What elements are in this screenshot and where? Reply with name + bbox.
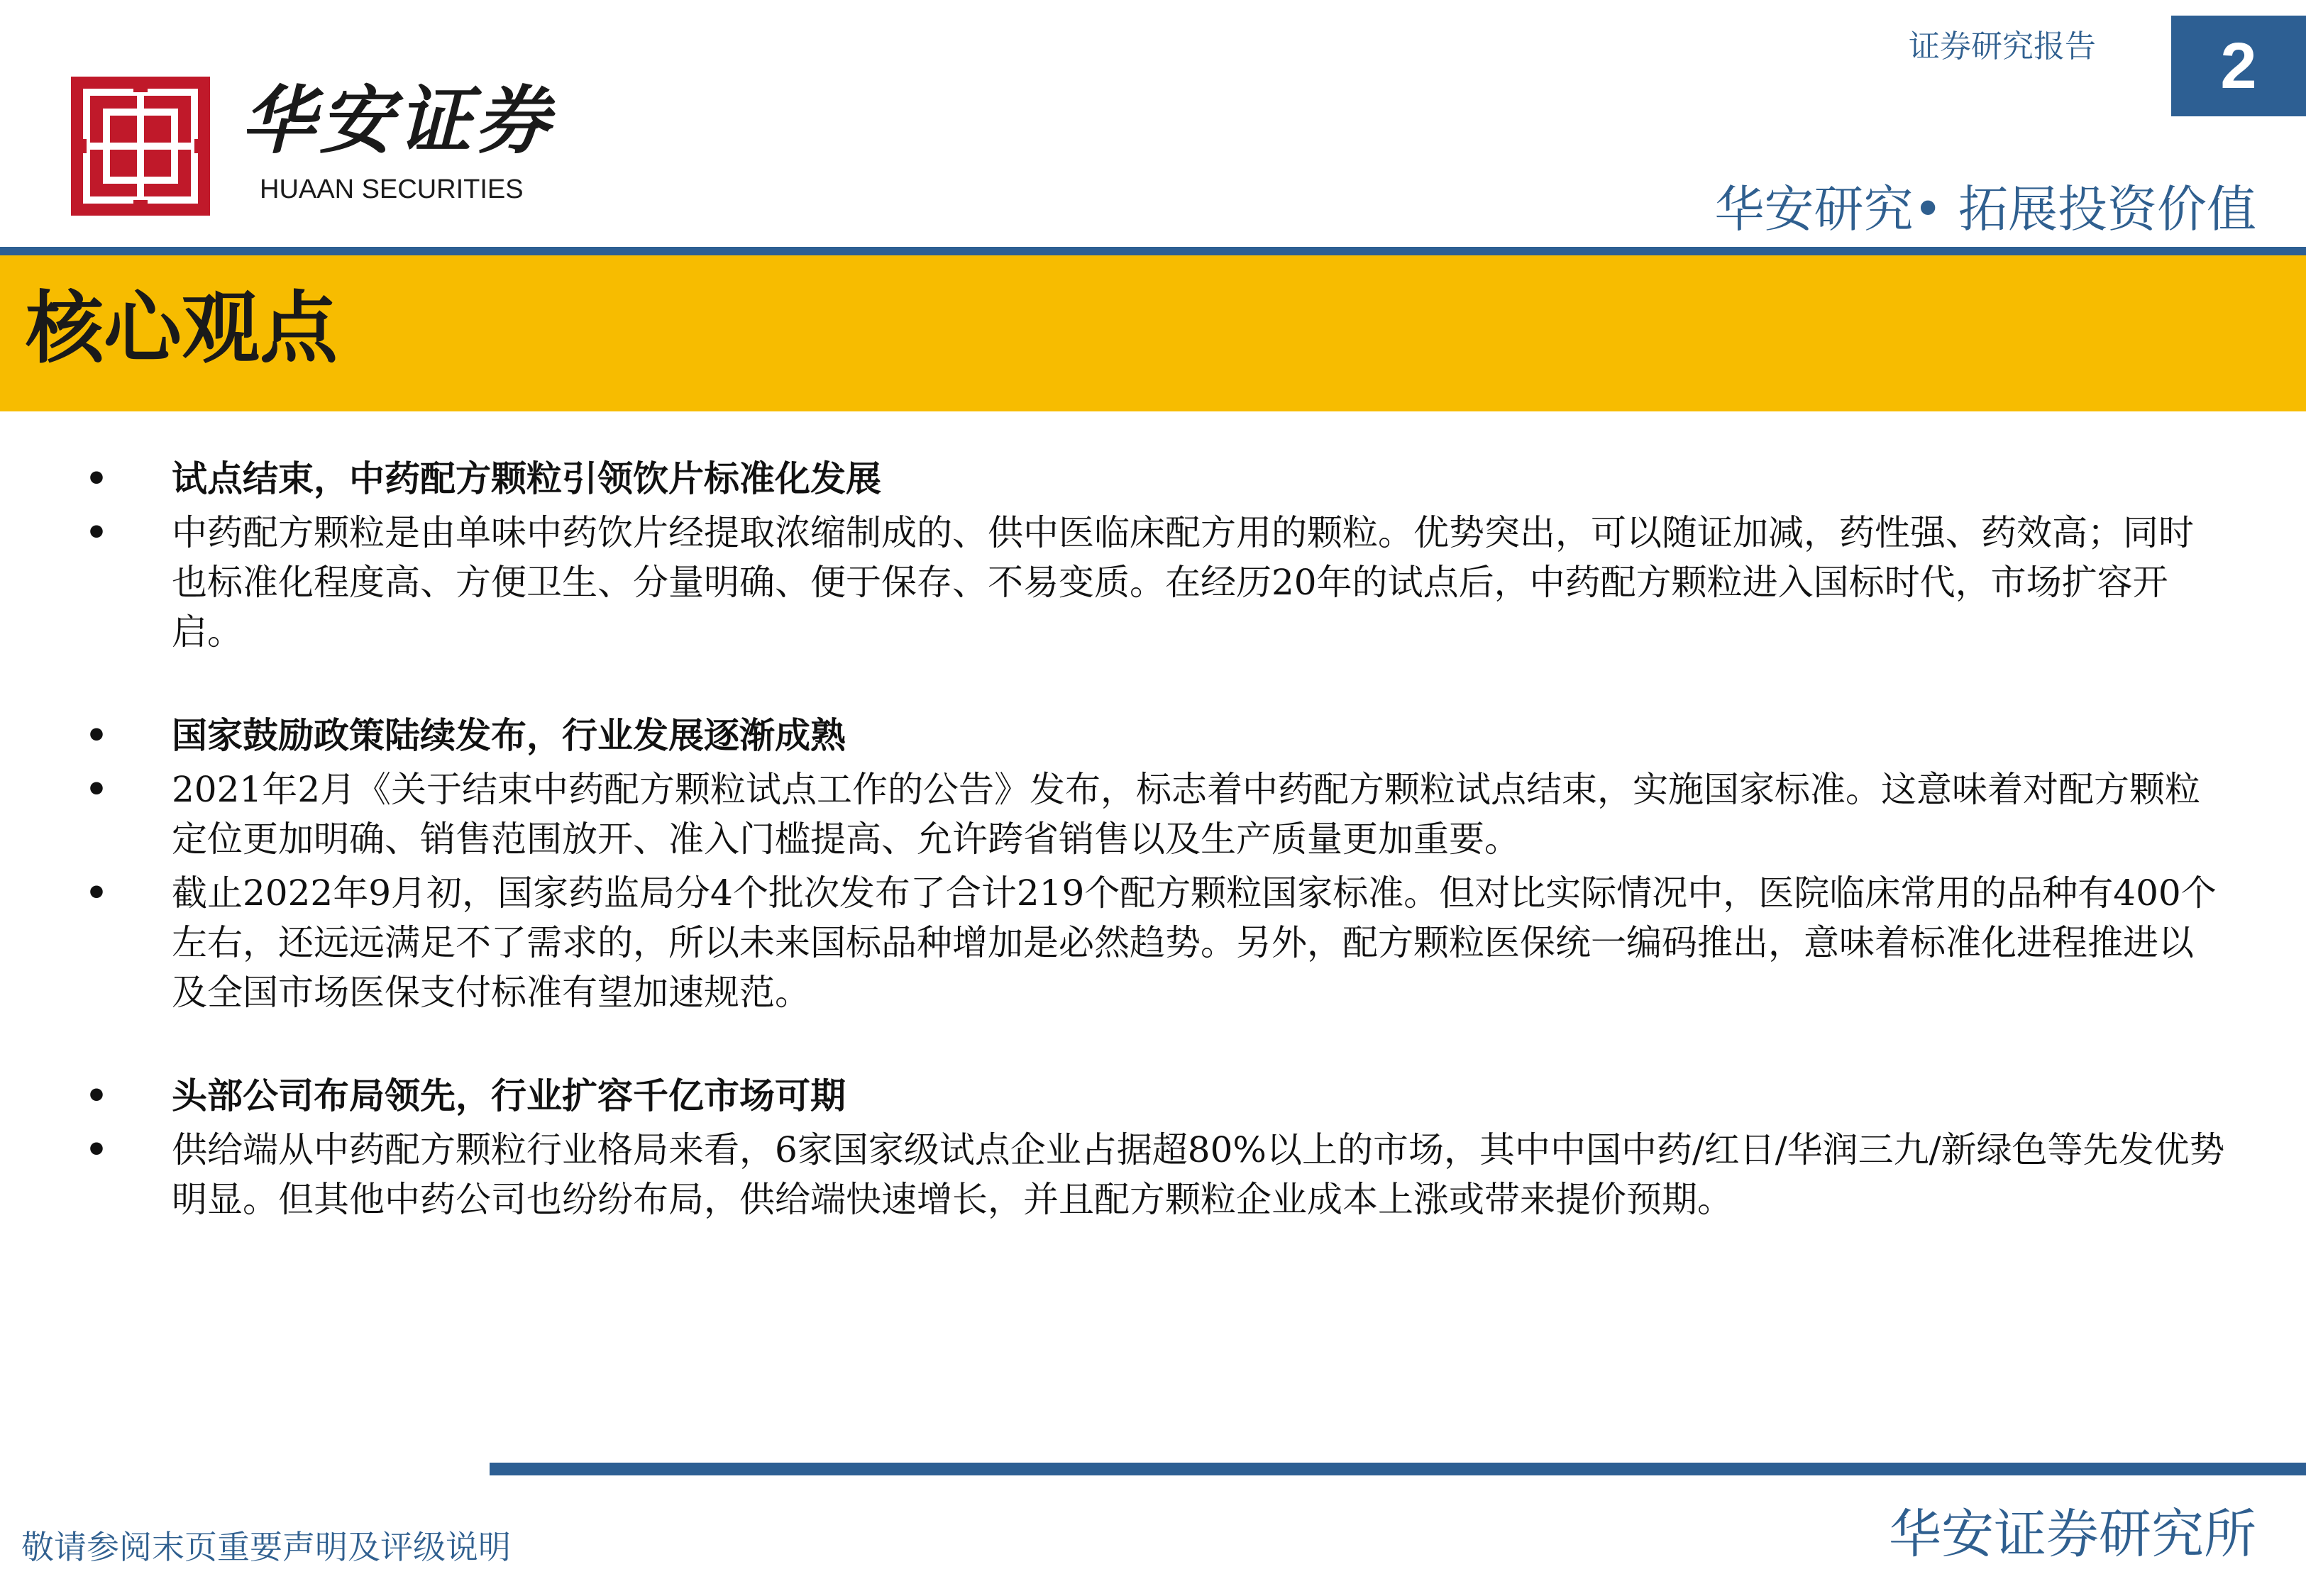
disclaimer-note: 敬请参阅末页重要声明及评级说明 bbox=[21, 1528, 511, 1566]
section-title: 核心观点 bbox=[26, 283, 338, 374]
point-body bbox=[85, 868, 2228, 1017]
header-divider bbox=[0, 247, 2306, 255]
point-heading-text: 头部公司布局领先，行业扩容千亿市场可期 bbox=[172, 1075, 846, 1116]
point-heading bbox=[85, 454, 2228, 504]
bullet-icon: • bbox=[85, 769, 108, 810]
brand-name-en: HUAAN SECURITIES bbox=[260, 174, 524, 204]
point-body-text: 截止2022年9月初，国家药监局分4个批次发布了合计219个配方颗粒国家标准。但对比实际情况中，医院临床常用的品种有400个左右，还远远满足不了需求的，所以未来国标品种增加是必然趋势。另外，配方颗粒医保统一编码推出，意味着标准化进程推进以及全国市场医保支付标准有望加速规范。 bbox=[172, 872, 2217, 1013]
bullet-icon: • bbox=[85, 872, 108, 914]
footer-divider bbox=[490, 1463, 2306, 1475]
bullet-icon: • bbox=[85, 512, 108, 553]
point-body-text: 中药配方颗粒是由单味中药饮片经提取浓缩制成的、供中医临床配方用的颗粒。优势突出，可以随证加减，药性强、药效高；同时也标准化程度高、方便卫生、分量明确、便于保存、不易变质。在经历20年的试点后，中药配方颗粒进入国标时代，市场扩容开启。 bbox=[172, 512, 2194, 653]
page-number: 2 bbox=[2171, 16, 2306, 116]
bullet-icon: • bbox=[85, 1075, 108, 1116]
report-type-label: 证券研究报告 bbox=[1909, 28, 2096, 65]
point-heading-text: 国家鼓励政策陆续发布，行业发展逐渐成熟 bbox=[172, 715, 846, 756]
point-body bbox=[85, 765, 2228, 864]
header-slogan: 华安研究• 拓展投资价值 bbox=[1714, 180, 2256, 238]
key-points bbox=[85, 454, 2228, 1229]
section-title-bar bbox=[0, 255, 2306, 411]
point-heading bbox=[85, 711, 2228, 760]
point-heading bbox=[85, 1071, 2228, 1121]
brand-name-cn: 华安证券 bbox=[241, 77, 554, 164]
point-body-text: 2021年2月《关于结束中药配方颗粒试点工作的公告》发布，标志着中药配方颗粒试点结束，实施国家标准。这意味着对配方颗粒定位更加明确、销售范围放开、准入门槛提高、允许跨省销售以及生产质量更加重要。 bbox=[172, 769, 2201, 860]
bullet-icon: • bbox=[85, 458, 108, 499]
point-heading-text: 试点结束，中药配方颗粒引领饮片标准化发展 bbox=[172, 458, 881, 499]
institute-name: 华安证券研究所 bbox=[1889, 1504, 2256, 1565]
point-body bbox=[85, 508, 2228, 657]
point-body bbox=[85, 1125, 2228, 1224]
huaan-logo-icon bbox=[71, 77, 210, 216]
point-body-text: 供给端从中药配方颗粒行业格局来看，6家国家级试点企业占据超80%以上的市场，其中中国中药/红日/华润三九/新绿色等先发优势明显。但其他中药公司也纷纷布局，供给端快速增长，并且配方颗粒企业成本上涨或带来提价预期。 bbox=[172, 1129, 2225, 1220]
bullet-icon: • bbox=[85, 1129, 108, 1170]
bullet-icon: • bbox=[85, 715, 108, 756]
